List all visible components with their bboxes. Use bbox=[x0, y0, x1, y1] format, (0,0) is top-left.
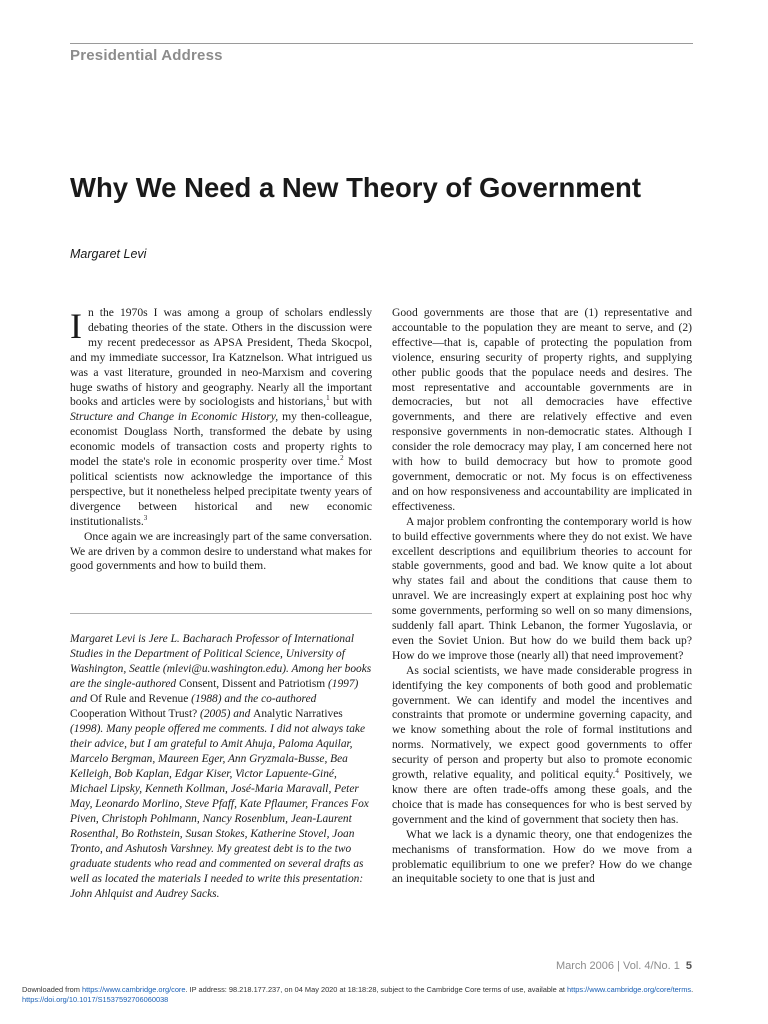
text-run: Good governments are those that are (1) representative and accountable to the population they are meant to serve, and (2) effective—that is, capable of protecting the population from violence, ensuring security of property rights, and supplying other public goods that the populace needs and desires. The most representative and accountable governments are in democracies, but not all democracies have effective governments, and there are relatively effective and even responsive governments in non-democratic states. Although I consider the role democracy may play, I am concerned here not with how to build democracy but how to promote good government, democratic or not. My focus is on effectiveness and on how responsiveness and accountability are implicated in effectiveness. bbox=[392, 306, 692, 513]
section-label: Presidential Address bbox=[70, 47, 223, 64]
text-run: n the 1970s I was among a group of scholars endlessly debating theories of the state. Others in the discussion were my recent predecessor as APSA President, Theda Skocpol, and my immediate successor, Ira Katznelson. What intrigued us was a vast literature, grounded in neo-Marxism and covering huge swaths of history and geography. Nearly all the important books and articles were by sociologists and historians, bbox=[70, 306, 372, 409]
footnote-ref: 1 bbox=[326, 394, 330, 403]
text-run: Most political scientists now acknowledge the importance of this perspective, but it nonetheless helped precipitate twenty years of divergence between historical and new economic institutionalists. bbox=[70, 455, 372, 528]
italic-text: Structure and Change in Economic History, bbox=[70, 410, 279, 424]
text-run: Margaret Levi is Jere L. Bacharach Professor of International Studies in the Department of Political Science, University of Washington, Seattle (mlevi@u.washington.edu). Among her books are the single-authored bbox=[70, 633, 372, 690]
footnote-ref: 4 bbox=[615, 767, 619, 776]
right-column-body bbox=[392, 306, 692, 887]
body-paragraph bbox=[392, 515, 692, 664]
text-run: my then-colleague, economist Douglass North, transformed the debate by using economic models of transaction costs and property rights to model the state's role in economic prosperity over time. bbox=[70, 410, 372, 469]
left-column bbox=[70, 306, 372, 574]
url-link[interactable]: https://www.cambridge.org/core bbox=[81, 985, 186, 994]
text-run: (2005) and bbox=[197, 708, 254, 720]
right-column bbox=[392, 306, 692, 887]
text-run: (1997) and bbox=[70, 678, 359, 705]
body-paragraph bbox=[392, 664, 692, 828]
url-link[interactable]: https://doi.org/10.1017/S1537592706060038 bbox=[22, 995, 169, 1004]
footnote-ref: 2 bbox=[340, 454, 344, 463]
footnote-rule bbox=[70, 613, 372, 614]
text-run: As social scientists, we have made considerable progress in identifying the key components of both good and problematic government. We can identify and model the incentives and constraints that promote or undermine governing capacity, and we know something about the role of formal institutions and norms. Normatively, we expect good governments to offer security of person and property but also to promote economic growth, relative equality, and political equity. bbox=[392, 663, 692, 782]
issue-info: March 2006 | Vol. 4/No. 1 bbox=[555, 960, 680, 972]
author-name: Margaret Levi bbox=[70, 247, 147, 261]
text-run: (1988) and the co-authored bbox=[188, 693, 317, 705]
footnote-ref: 3 bbox=[143, 513, 148, 522]
article-title: Why We Need a New Theory of Government bbox=[70, 172, 641, 203]
drop-cap: I bbox=[70, 306, 82, 346]
text-run: A major problem confronting the contemporary world is how to build effective governments where they do not exist. We have excellent descriptions and equilibrium theories to account for stable governments, good and bad. We know quite a lot about why states fail and about the conditions that cause them to unravel. We are increasingly expert at explaining post hoc why some governments, performing so well on so many dimensions, suddenly fall apart. Think Lebanon, the former Yugoslavia, or even the Soviet Union. But how do we build them back up? How do we improve those (nearly all) that need improvement? bbox=[392, 514, 692, 662]
body-paragraph bbox=[392, 306, 692, 515]
body-paragraph bbox=[70, 306, 372, 530]
body-paragraph bbox=[392, 828, 692, 888]
folio bbox=[556, 960, 692, 972]
book-title: Cooperation Without Trust? bbox=[70, 708, 198, 720]
text-run: Positively, we know there are often trade-offs among these goals, and the choice that is made has consequences for who is best served by government and the kind of government that society then has. bbox=[392, 768, 692, 826]
header-rule bbox=[70, 43, 693, 44]
url-link[interactable]: https://www.cambridge.org/core/terms bbox=[567, 985, 692, 994]
text-run: What we lack is a dynamic theory, one that endogenizes the mechanisms of transformation. How do we move from a problematic equilibrium to one we prefer? How do we change an inequitable society to one that is just and bbox=[392, 827, 692, 886]
text-run: Once again we are increasingly part of the same conversation. We are driven by a common desire to understand what makes for good governments and how to build them. bbox=[70, 529, 372, 573]
page-number: 5 bbox=[685, 960, 692, 972]
text-run: . bbox=[691, 985, 694, 994]
text-run: Downloaded from bbox=[22, 985, 82, 994]
text-run: (1998). Many people offered me comments. I did not always take their advice, but I am grateful to Amit Ahuja, Paloma Aquilar, Marcelo Bergman, Maureen Eger, Ann Gryzmala-Busse, Bea Kelleigh, Bob Kaplan, Edgar Kiser, Victor Lapuente-Giné, Michael Lipsky, Kenneth Kollman, José-Maria Maravall, Peter May, Leonardo Morlino, Steve Pfaff, Kate Pflaumer, Frances Fox Piven, Christoph Pohlmann, Nancy Rosenblum, Jean-Laurent Rosenthal, Bo Rothstein, Susan Stokes, Katherine Stovel, Joan Tronto, and Ashutosh Varshney. My greatest debt is to the two graduate students who read and commented on several drafts as well as located the materials I needed to write this presentation: John Ahlquist and Audrey Sacks. bbox=[70, 723, 369, 900]
body-paragraph bbox=[70, 530, 372, 575]
text-run: . IP address: 98.218.177.237, on 04 May 2020 at 18:18:28, subject to the Cambridge Core terms of use, available at bbox=[185, 985, 568, 994]
text-run: but with bbox=[329, 395, 373, 409]
book-title: Consent, Dissent and Patriotism bbox=[178, 678, 326, 690]
download-notice bbox=[22, 985, 752, 1005]
author-bio-note bbox=[70, 632, 372, 902]
first-paragraph bbox=[70, 306, 372, 574]
left-column-body bbox=[70, 306, 372, 574]
book-title: Analytic Narratives bbox=[253, 708, 343, 720]
book-title: Of Rule and Revenue bbox=[89, 693, 189, 705]
